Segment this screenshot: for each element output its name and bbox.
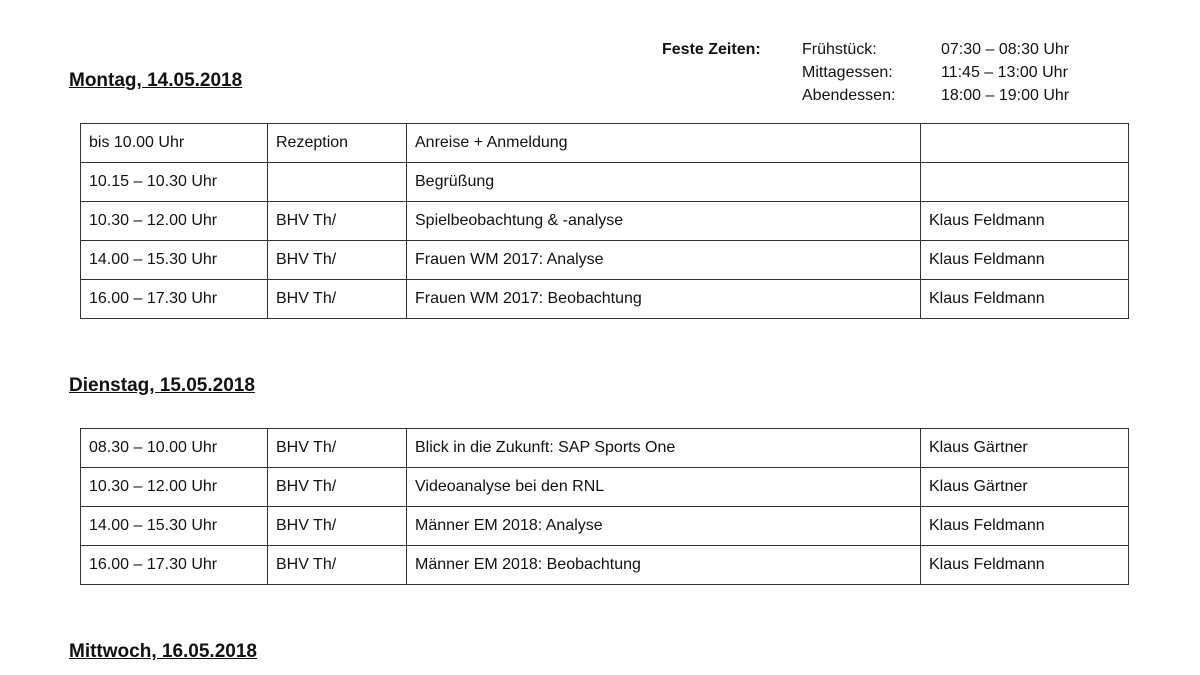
speaker-cell: Klaus Feldmann — [921, 507, 1129, 546]
fixed-times-list — [802, 38, 1069, 107]
table-row — [81, 202, 1129, 241]
topic-cell: Anreise + Anmeldung — [407, 124, 921, 163]
speaker-cell: Klaus Feldmann — [921, 202, 1129, 241]
fixed-time-value: 07:30 – 08:30 Uhr — [941, 41, 1070, 58]
day-heading-wednesday: Mittwoch, 16.05.2018 — [69, 641, 257, 662]
topic-cell: Spielbeobachtung & -analyse — [407, 202, 921, 241]
fixed-time-name: Abendessen: — [802, 87, 896, 104]
fixed-time-lunch — [802, 61, 1069, 84]
location-cell — [268, 163, 407, 202]
time-cell: 10.30 – 12.00 Uhr — [81, 468, 268, 507]
time-cell: 10.30 – 12.00 Uhr — [81, 202, 268, 241]
location-cell: BHV Th/ — [268, 546, 407, 585]
time-cell: bis 10.00 Uhr — [81, 124, 268, 163]
time-cell: 14.00 – 15.30 Uhr — [81, 507, 268, 546]
fixed-time-dinner — [802, 84, 1069, 107]
location-cell: BHV Th/ — [268, 280, 407, 319]
table-row — [81, 124, 1129, 163]
table-row — [81, 546, 1129, 585]
table-row — [81, 163, 1129, 202]
topic-cell: Blick in die Zukunft: SAP Sports One — [407, 429, 921, 468]
location-cell: Rezeption — [268, 124, 407, 163]
schedule-table-tuesday — [80, 428, 1129, 585]
topic-cell: Videoanalyse bei den RNL — [407, 468, 921, 507]
location-cell: BHV Th/ — [268, 241, 407, 280]
location-cell: BHV Th/ — [268, 468, 407, 507]
fixed-time-breakfast — [802, 38, 1069, 61]
speaker-cell: Klaus Feldmann — [921, 241, 1129, 280]
day-heading-monday: Montag, 14.05.2018 — [69, 70, 243, 91]
fixed-time-name: Frühstück: — [802, 41, 877, 58]
speaker-cell — [921, 163, 1129, 202]
fixed-time-value: 18:00 – 19:00 Uhr — [941, 87, 1070, 104]
time-cell: 16.00 – 17.30 Uhr — [81, 546, 268, 585]
time-cell: 10.15 – 10.30 Uhr — [81, 163, 268, 202]
table-row — [81, 280, 1129, 319]
speaker-cell: Klaus Gärtner — [921, 468, 1129, 507]
table-row — [81, 468, 1129, 507]
speaker-cell — [921, 124, 1129, 163]
location-cell: BHV Th/ — [268, 202, 407, 241]
time-cell: 08.30 – 10.00 Uhr — [81, 429, 268, 468]
topic-cell: Begrüßung — [407, 163, 921, 202]
fixed-time-name: Mittagessen: — [802, 64, 893, 81]
time-cell: 16.00 – 17.30 Uhr — [81, 280, 268, 319]
location-cell: BHV Th/ — [268, 429, 407, 468]
fixed-time-value: 11:45 – 13:00 Uhr — [941, 64, 1068, 81]
topic-cell: Frauen WM 2017: Analyse — [407, 241, 921, 280]
day-heading-tuesday: Dienstag, 15.05.2018 — [69, 375, 255, 396]
speaker-cell: Klaus Feldmann — [921, 546, 1129, 585]
topic-cell: Männer EM 2018: Analyse — [407, 507, 921, 546]
schedule-table-monday — [80, 123, 1129, 319]
table-row — [81, 241, 1129, 280]
table-row — [81, 507, 1129, 546]
table-row — [81, 429, 1129, 468]
speaker-cell: Klaus Feldmann — [921, 280, 1129, 319]
speaker-cell: Klaus Gärtner — [921, 429, 1129, 468]
fixed-times-label: Feste Zeiten: — [662, 41, 761, 58]
time-cell: 14.00 – 15.30 Uhr — [81, 241, 268, 280]
topic-cell: Frauen WM 2017: Beobachtung — [407, 280, 921, 319]
topic-cell: Männer EM 2018: Beobachtung — [407, 546, 921, 585]
location-cell: BHV Th/ — [268, 507, 407, 546]
